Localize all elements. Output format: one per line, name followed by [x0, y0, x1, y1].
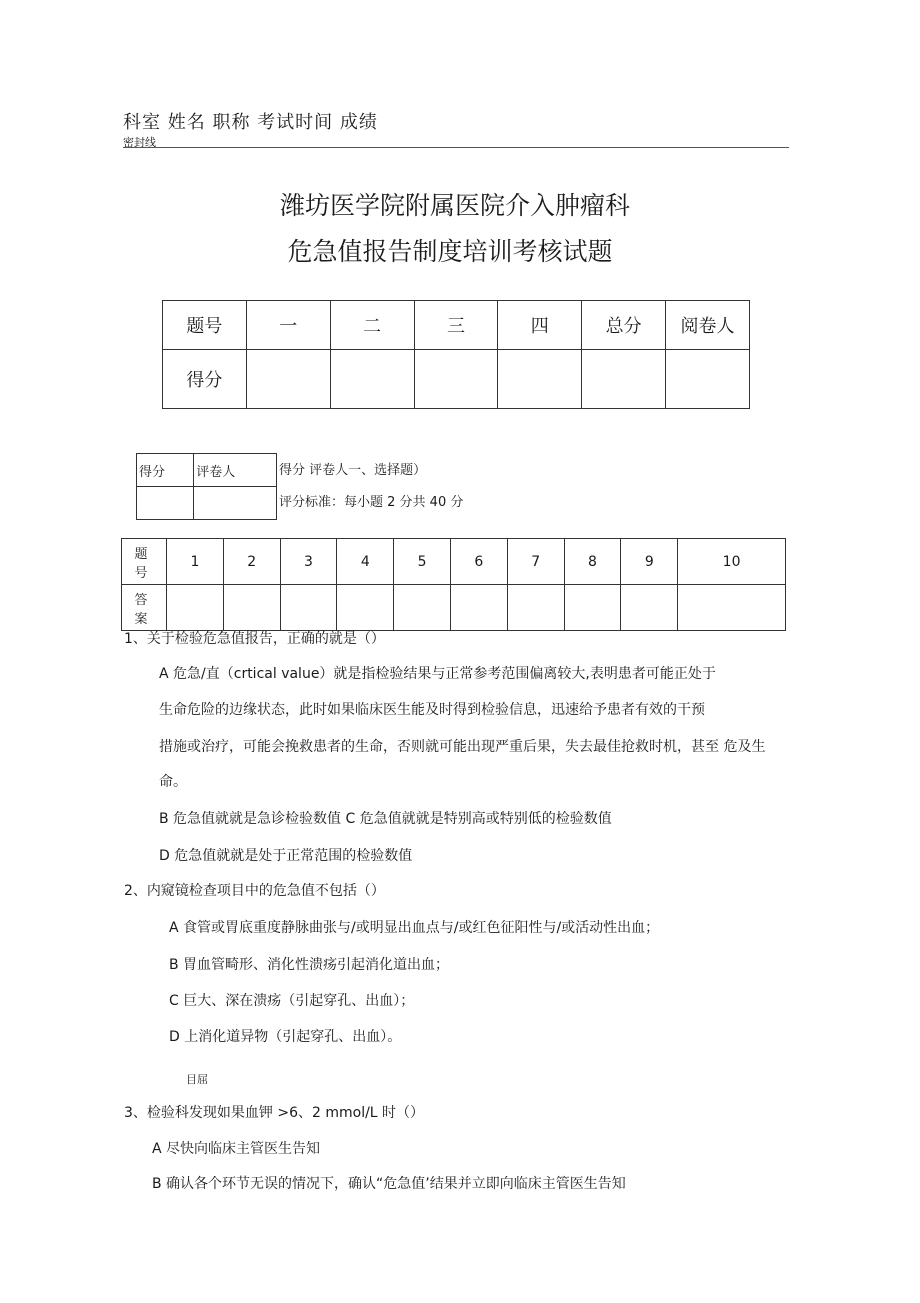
answer-entry-cell[interactable] [507, 585, 564, 631]
answer-entry-cell[interactable] [450, 585, 507, 631]
score-entry-cell[interactable] [582, 350, 666, 409]
score-entry-cell[interactable] [330, 350, 414, 409]
score-entry-cell[interactable] [666, 350, 750, 409]
question-number-cell: 1 [167, 539, 224, 585]
score-header-cell: 总分 [582, 301, 666, 350]
document-title-line2: 危急值报告制度培训考核试题 [287, 237, 613, 266]
exam-info-fields: 科室 姓名 职称 考试时间 成绩 [123, 112, 378, 133]
answer-entry-cell[interactable] [564, 585, 621, 631]
answer-entry-cell[interactable] [223, 585, 280, 631]
section-heading: 得分 评卷人一、选择题） [279, 463, 427, 478]
question-number-cell: 4 [337, 539, 394, 585]
question-number-cell: 10 [678, 539, 786, 585]
question-2-option-c: C 巨大、深在溃疡（引起穿孔、出血）； [169, 993, 415, 1009]
question-number-cell: 8 [564, 539, 621, 585]
score-summary-table [162, 300, 750, 409]
score-header-cell: 阅卷人 [666, 301, 750, 350]
score-entry-cell[interactable] [498, 350, 582, 409]
score-header-cell: 三 [414, 301, 498, 350]
answer-sheet-table [121, 538, 786, 631]
question-1-options-b-c: B 危急值就就是急诊检验数值 C 危急值就就是特别高或特别低的检验数值 [159, 811, 612, 827]
question-3-option-b: B 确认各个环节无误的情况下，确认“危急值’结果并立即向临床主管医生告知 [152, 1176, 626, 1192]
document-title-line1: 潍坊医学院附属医院介入肿瘤科 [279, 191, 630, 220]
question-number-cell: 3 [280, 539, 337, 585]
seal-line-label: 密封线 [123, 136, 156, 149]
answer-entry-cell[interactable] [394, 585, 451, 631]
answer-entry-cell[interactable] [280, 585, 337, 631]
question-1-option-a-line3: 措施或治疗，可能会挽救患者的生命，否则就可能出现严重后果，失去最佳抢救时机，甚至 危及生 [159, 739, 766, 755]
question-number-cell: 7 [507, 539, 564, 585]
grader-score-label: 得分 [137, 454, 194, 487]
question-2-note: 目屈 [186, 1073, 208, 1086]
answer-row-label-number: 题 号 [122, 539, 167, 585]
question-1-option-a-line2: 生命危险的边缘状态，此时如果临床医生能及时得到检验信息，迅速给予患者有效的干预 [159, 702, 705, 718]
answer-entry-cell[interactable] [167, 585, 224, 631]
answer-entry-cell[interactable] [678, 585, 786, 631]
scoring-standard: 评分标准：每小题 2 分共 40 分 [279, 495, 464, 510]
answer-entry-cell[interactable] [621, 585, 678, 631]
answer-entry-cell[interactable] [337, 585, 394, 631]
question-number-cell: 5 [394, 539, 451, 585]
score-entry-cell[interactable] [246, 350, 330, 409]
question-2-option-d: D 上消化道异物（引起穿孔、出血）。 [169, 1029, 402, 1045]
question-2-option-b: B 胃血管畸形、消化性溃疡引起消化道出血； [169, 957, 450, 973]
question-1-option-a-line4: 命。 [159, 774, 187, 790]
score-header-cell: 题号 [163, 301, 247, 350]
score-header-cell: 一 [246, 301, 330, 350]
question-2-option-a: A 食管或胃底重度静脉曲张与/或明显出血点与/或红色征阳性与/或活动性出血； [169, 920, 660, 936]
question-number-cell: 2 [223, 539, 280, 585]
score-header-cell: 二 [330, 301, 414, 350]
score-entry-cell[interactable] [414, 350, 498, 409]
score-row-label: 得分 [163, 350, 247, 409]
question-2-stem: 2、内窥镜检查项目中的危急值不包括（） [124, 883, 385, 899]
seal-line-divider [123, 147, 789, 148]
question-3-option-a: A 尽快向临床主管医生告知 [152, 1141, 321, 1157]
question-number-cell: 9 [621, 539, 678, 585]
grader-name-label: 评卷人 [194, 454, 277, 487]
question-number-cell: 6 [450, 539, 507, 585]
answer-row-label-answer: 答 案 [122, 585, 167, 631]
question-3-stem: 3、检验科发现如果血钾 >6、2 mmol/L 时（） [124, 1105, 425, 1121]
question-1-option-a-line1: A 危急/直（crtical value）就是指检验结果与正常参考范围偏离较大,表明患者可能正处于 [159, 666, 716, 682]
question-1-option-d: D 危急值就就是处于正常范围的检验数值 [159, 848, 413, 864]
section-grader-table [136, 453, 277, 520]
grader-score-entry[interactable] [137, 487, 194, 520]
grader-name-entry[interactable] [194, 487, 277, 520]
score-header-cell: 四 [498, 301, 582, 350]
question-1-stem: 1、关于检验危急值报告，正确的就是（） [124, 631, 385, 647]
